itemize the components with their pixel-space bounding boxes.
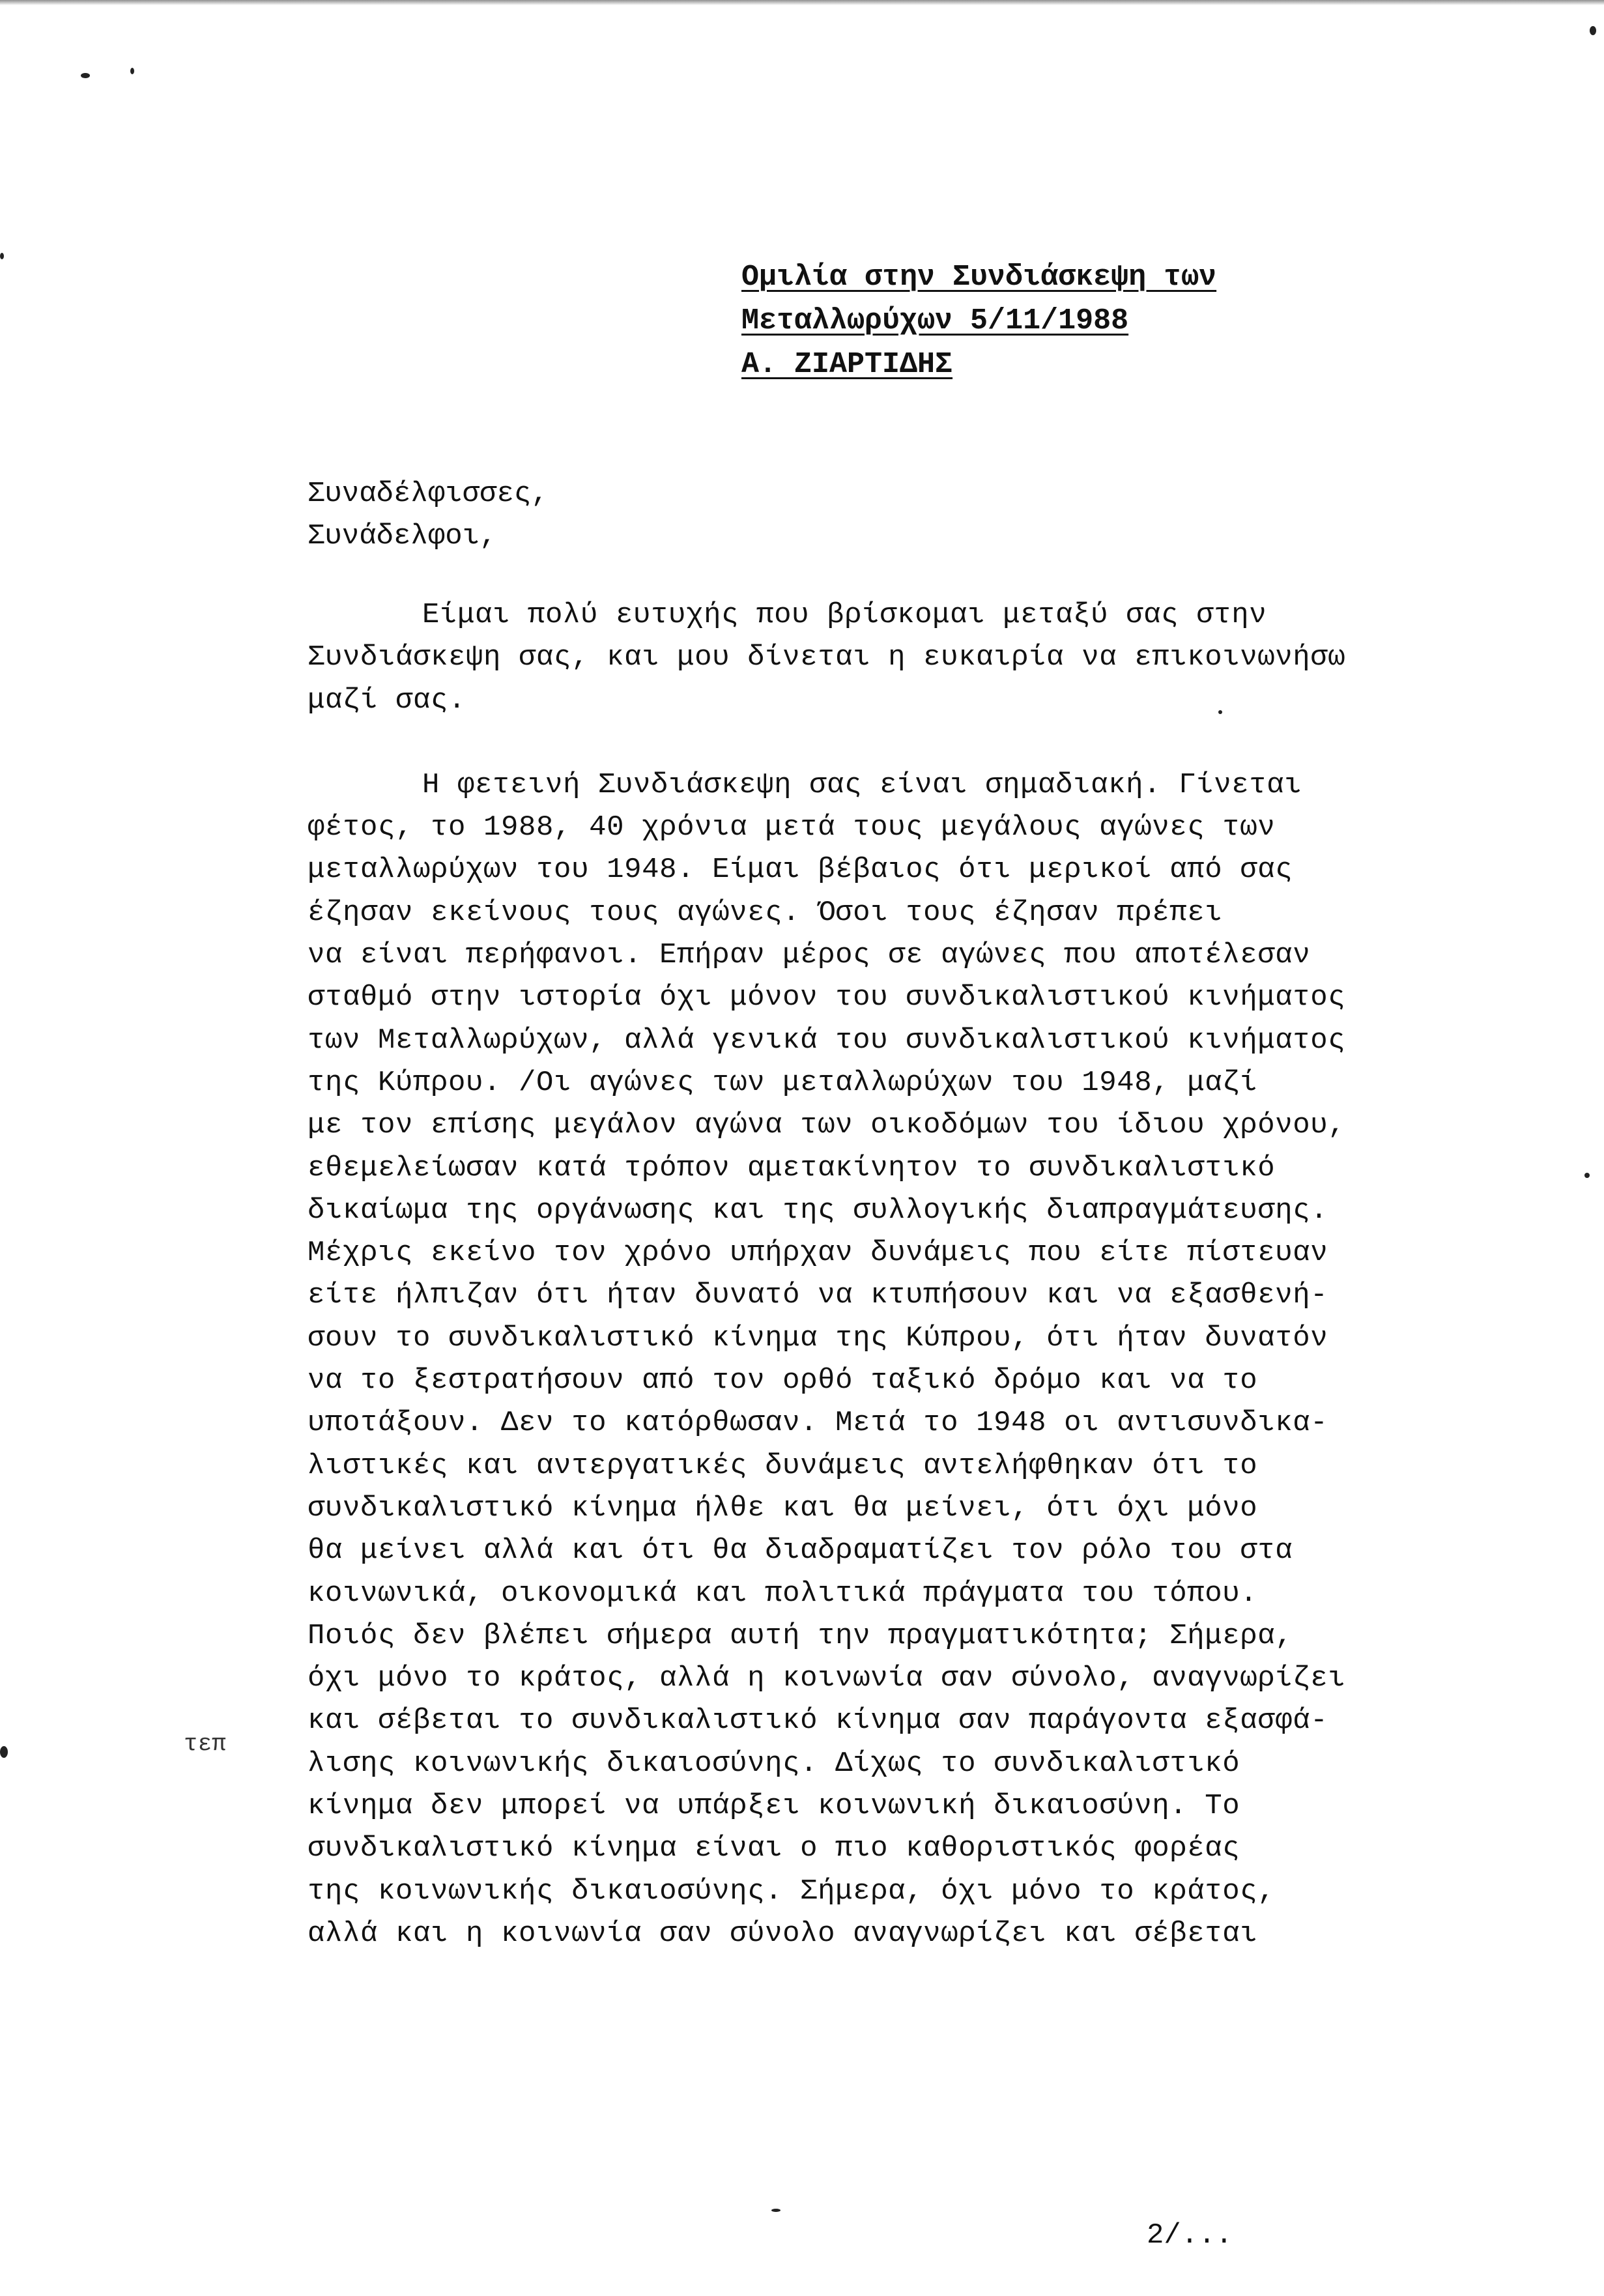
text-line: λιστικές και αντεργατικές δυνάμεις αντελήφθηκαν ότι το bbox=[308, 1449, 1258, 1482]
scan-speck bbox=[771, 2209, 781, 2212]
text-line: αλλά και η κοινωνία σαν σύνολο αναγνωρίζει και σέβεται bbox=[308, 1917, 1258, 1950]
text-line: κοινωνικά, οικονομικά και πολιτικά πράγματα του τόπου. bbox=[308, 1577, 1258, 1610]
text-line: της Κύπρου. /Οι αγώνες των μεταλλωρύχων του 1948, μαζί bbox=[308, 1066, 1258, 1099]
text-line: είτε ήλπιζαν ότι ήταν δυνατό να κτυπήσουν και να εξασθενή- bbox=[308, 1279, 1328, 1312]
text-line: μεταλλωρύχων του 1948. Είμαι βέβαιος ότι μερικοί από σας bbox=[308, 854, 1293, 887]
text-line: σταθμό στην ιστορία όχι μόνον του συνδικαλιστικού κινήματος bbox=[308, 981, 1346, 1014]
text-line: των Μεταλλωρύχων, αλλά γενικά του συνδικαλιστικού κινήματος bbox=[308, 1024, 1346, 1057]
scan-speck bbox=[1590, 26, 1596, 35]
body-text bbox=[308, 594, 1345, 1998]
heading-line-date: Μεταλλωρύχων 5/11/1988 bbox=[741, 304, 1129, 337]
text-line: θα μείνει αλλά και ότι θα διαδραματίζει τον ρόλο του στα bbox=[308, 1534, 1293, 1568]
text-line: και σέβεται το συνδικαλιστικό κίνημα σαν παράγοντα εξασφά- bbox=[308, 1704, 1328, 1738]
heading-line-title: Ομιλία στην Συνδιάσκεψη των bbox=[741, 261, 1217, 294]
salutation bbox=[308, 473, 549, 558]
text-line: μαζί σας. bbox=[308, 683, 466, 717]
text-line: Συνδιάσκεψη σας, και μου δίνεται η ευκαιρία να επικοινωνήσω bbox=[308, 641, 1346, 674]
text-line: εθεμελείωσαν κατά τρόπον αμετακίνητον το συνδικαλιστικό bbox=[308, 1151, 1276, 1184]
salutation-line: Συναδέλφισσες, bbox=[308, 478, 549, 510]
text-line: συνδικαλιστικό κίνημα είναι ο πιο καθοριστικός φορέας bbox=[308, 1832, 1240, 1865]
text-line: έζησαν εκείνους τους αγώνες. Όσοι τους έζησαν πρέπει bbox=[308, 896, 1223, 929]
text-line: Η φετεινή Συνδιάσκεψη σας είναι σημαδιακή. Γίνεται bbox=[422, 768, 1302, 801]
text-line: κίνημα δεν μπορεί να υπάρξει κοινωνική δικαιοσύνη. Το bbox=[308, 1790, 1240, 1823]
text-line: λισης κοινωνικής δικαιοσύνης. Δίχως το συνδικαλιστικό bbox=[308, 1747, 1240, 1780]
text-line: φέτος, το 1988, 40 χρόνια μετά τους μεγάλους αγώνες των bbox=[308, 811, 1276, 844]
salutation-line: Συνάδελφοι, bbox=[308, 520, 497, 552]
text-line: να το ξεστρατήσουν από τον ορθό ταξικό δρόμο και να το bbox=[308, 1364, 1258, 1398]
text-line: δικαίωμα της οργάνωσης και της συλλογικής διαπραγμάτευσης. bbox=[308, 1194, 1328, 1227]
text-line: υποτάξουν. Δεν το κατόρθωσαν. Μετά το 1948 οι αντισυνδικα- bbox=[308, 1407, 1328, 1440]
paragraph bbox=[308, 594, 1345, 722]
scan-speck bbox=[1218, 710, 1222, 714]
scan-edge bbox=[0, 0, 1604, 5]
text-line: συνδικαλιστικό κίνημα ήλθε και θα μείνει, ότι όχι μόνο bbox=[308, 1491, 1258, 1525]
text-line: σουν το συνδικαλιστικό κίνημα της Κύπρου, ότι ήταν δυνατόν bbox=[308, 1321, 1328, 1355]
document-heading bbox=[741, 255, 1216, 386]
paragraph bbox=[308, 764, 1345, 1955]
page-number: 2/... bbox=[1147, 2219, 1233, 2252]
text-line: Μέχρις εκείνο τον χρόνο υπήρχαν δυνάμεις που είτε πίστευαν bbox=[308, 1237, 1328, 1270]
scan-speck bbox=[1584, 1173, 1590, 1178]
heading-line-author: Α. ΖΙΑΡΤΙΔΗΣ bbox=[741, 348, 953, 381]
margin-note: τεπ bbox=[184, 1730, 226, 1757]
text-line: με τον επίσης μεγάλον αγώνα των οικοδόμων του ίδιου χρόνου, bbox=[308, 1109, 1346, 1142]
text-line: Ποιός δεν βλέπει σήμερα αυτή την πραγματικότητα; Σήμερα, bbox=[308, 1619, 1293, 1652]
text-line: Είμαι πολύ ευτυχής που βρίσκομαι μεταξύ σας στην bbox=[422, 599, 1267, 631]
scan-speck bbox=[0, 1746, 8, 1758]
text-line: να είναι περήφανοι. Επήραν μέρος σε αγώνες που αποτέλεσαν bbox=[308, 939, 1311, 972]
text-line: όχι μόνο το κράτος, αλλά η κοινωνία σαν σύνολο, αναγνωρίζει bbox=[308, 1662, 1346, 1695]
scan-speck bbox=[0, 253, 4, 259]
scan-speck bbox=[130, 68, 134, 74]
scan-speck bbox=[81, 73, 90, 78]
text-line: της κοινωνικής δικαιοσύνης. Σήμερα, όχι μόνο το κράτος, bbox=[308, 1874, 1276, 1908]
